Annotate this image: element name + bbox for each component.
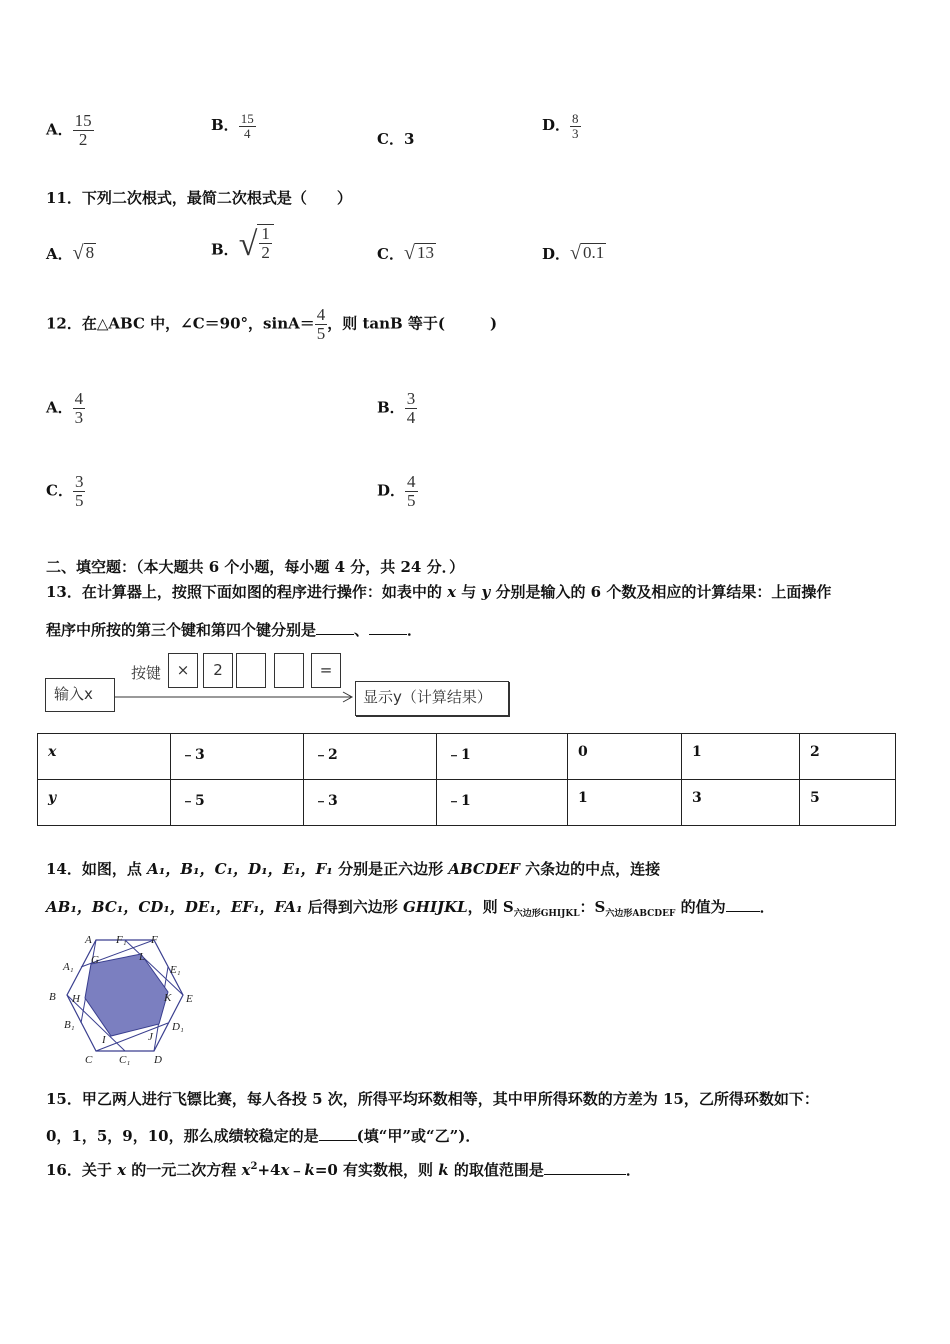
inner-hexagon-fill — [85, 954, 168, 1036]
flow-output-box: 显示y（计算结果） — [355, 681, 509, 716]
table-cell: y — [38, 780, 171, 826]
q15-text-line2: 0，1，5，9，10，那么成绩较稳定的是 (填“甲”或“乙”)． — [46, 1127, 481, 1145]
xy-table — [37, 733, 896, 826]
q12-option-d: D． $\frac{4}{5}$ — [377, 472, 416, 510]
flow-keys-label: 按键 — [131, 664, 162, 682]
q16-answer-blank[interactable] — [544, 1174, 626, 1175]
label-K: K — [164, 992, 172, 1004]
table-row-y — [38, 780, 896, 826]
label-C: C — [85, 1054, 93, 1066]
section-heading-fill-in: 二、填空题：（本大题共 6 个小题，每小题 4 分，共 24 分．） — [46, 558, 465, 576]
table-cell: 1 — [682, 734, 800, 780]
label-A: A — [85, 934, 92, 946]
label-B1: B₁ — [64, 1019, 75, 1031]
q14-answer-blank[interactable] — [726, 911, 760, 912]
q15-answer-blank[interactable] — [319, 1140, 357, 1141]
q15-text-line1: 15．甲乙两人进行飞镖比赛，每人各投 5 次，所得平均环数相等，其中甲所得环数的方差为 15，乙所得环数如下： — [46, 1090, 819, 1108]
key-two: 2 — [203, 653, 233, 688]
flow-arrow — [115, 689, 360, 705]
key-fourth-blank — [274, 653, 304, 688]
q13-answer-blank-1[interactable] — [316, 634, 354, 635]
table-cell: 5 — [800, 780, 896, 826]
q11-option-b: B． √ $\frac{1}{2}$ — [211, 224, 274, 262]
q14-text-line2: AB₁，BC₁，CD₁，DE₁，EF₁，FA₁ 后得到六边形 GHIJKL，则 $S_{六边形GHIJKL}$：$S_{六边形ABCDEF}$ 的值为 ． — [46, 898, 775, 919]
q11-text: 11．下列二次根式，最简二次根式是（ ） — [46, 189, 352, 207]
q11-option-a: A． √ 8 — [46, 242, 95, 264]
table-cell: 0 — [568, 734, 682, 780]
q10-option-a: A． $\frac{15}{2}$ — [46, 111, 92, 149]
label-E1: E₁ — [170, 964, 181, 976]
q11-option-d: D． √ 0.1 — [542, 242, 605, 264]
label-J: J — [148, 1031, 153, 1043]
table-cell: 2 — [800, 734, 896, 780]
q13-text-line2: 程序中所按的第三个键和第四个键分别是 、 ． — [46, 621, 423, 639]
table-cell: 3 — [682, 780, 800, 826]
q11-option-c: C． √ 13 — [377, 242, 434, 264]
flow-input-box: 输入x — [45, 678, 115, 712]
table-cell: ﹣3 — [304, 780, 437, 826]
q12-option-a: A． $\frac{4}{3}$ — [46, 389, 84, 427]
table-cell: 1 — [568, 780, 682, 826]
q16-text: 16．关于 x 的一元二次方程 $x^2+4x﹣k=0$ 有实数根，则 k 的取值范围是 ． — [46, 1161, 641, 1179]
label-H: H — [72, 993, 80, 1005]
label-B: B — [49, 991, 56, 1003]
label-F1: F₁ — [116, 934, 127, 946]
table-cell: x — [38, 734, 171, 780]
q12-text: 12．在△ABC 中，∠C＝90°，sinA＝ $\frac{4}{5}$ ，则 tanB 等于( ) — [46, 305, 498, 343]
table-cell: ﹣1 — [437, 734, 568, 780]
label-G: G — [91, 954, 99, 966]
label-I: I — [102, 1034, 106, 1046]
table-cell: ﹣5 — [171, 780, 304, 826]
q13-text-line1: 13．在计算器上，按照下面如图的程序进行操作：如表中的 x 与 y 分别是输入的 6 个数及相应的计算结果：上面操作 — [46, 583, 832, 601]
q13-answer-blank-2[interactable] — [369, 634, 407, 635]
label-L: L — [139, 951, 146, 963]
key-multiply: × — [168, 653, 198, 688]
key-equals: = — [311, 653, 341, 688]
label-D1: D₁ — [172, 1021, 184, 1033]
label-D: D — [154, 1054, 162, 1066]
hexagon-figure — [44, 930, 204, 1070]
q12-option-b: B． $\frac{3}{4}$ — [377, 389, 416, 427]
q10-option-b: B． $\frac{15}{4}$ — [211, 111, 254, 141]
table-cell: ﹣1 — [437, 780, 568, 826]
label-A1: A₁ — [63, 961, 74, 973]
table-cell: ﹣2 — [304, 734, 437, 780]
q10-option-d: D． $\frac{8}{3}$ — [542, 111, 579, 141]
label-C1: C₁ — [119, 1054, 131, 1066]
q10-option-c: C．3 — [377, 130, 415, 148]
label-E: E — [186, 993, 193, 1005]
table-cell: ﹣3 — [171, 734, 304, 780]
key-third-blank — [236, 653, 266, 688]
q14-text-line1: 14．如图，点 A₁，B₁，C₁，D₁，E₁，F₁ 分别是正六边形 ABCDEF 六条边的中点，连接 — [46, 860, 661, 878]
label-F: F — [151, 934, 158, 946]
table-row-x — [38, 734, 896, 780]
q12-option-c: C． $\frac{3}{5}$ — [46, 472, 84, 510]
